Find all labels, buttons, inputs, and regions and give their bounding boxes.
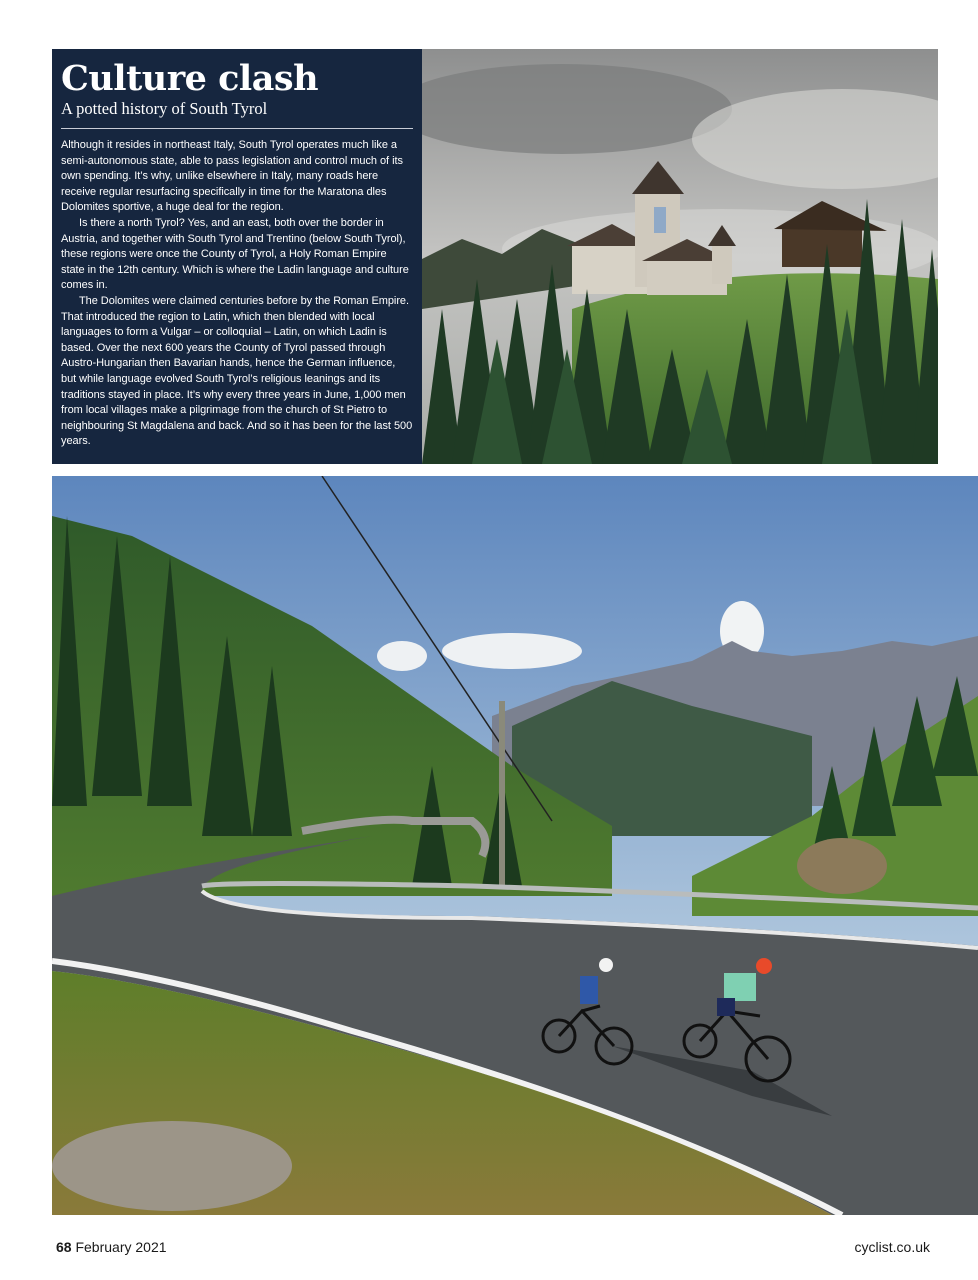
castle-photo: [422, 49, 938, 464]
page-number: 68: [56, 1239, 72, 1255]
page-folio: [56, 1239, 167, 1255]
sidebar-title: Culture clash: [61, 58, 319, 99]
history-sidebar: [52, 49, 422, 464]
sidebar-paragraph: The Dolomites were claimed centuries before by the Roman Empire. That introduced the region to Latin, which then blended with local languages to form a Vulgar – or colloquial – Latin, on which Ladin is based. Over the next 600 years the County of Tyrol passed through Austro-Hungarian then Bavarian hands, hence the German influence, but while language evolved South Tyrol’s religious leanings and its traditions stayed in place. It’s why every three years in June, 1,000 men from local villages make a pilgrimage from the church of St Pietro to neighbouring St Magdalena and back. And so it has been for the last 500 years.: [61, 294, 413, 448]
sidebar-subtitle: A potted history of South Tyrol: [61, 99, 268, 118]
sidebar-divider: [61, 128, 413, 129]
website-url: cyclist.co.uk: [854, 1239, 930, 1255]
sidebar-paragraph: Is there a north Tyrol? Yes, and an east, both over the border in Austria, and together with South Tyrol and Trentino (below South Tyrol), these regions were once the County of Tyrol, a Holy Roman Empire state in the 12th century. Which is where the Ladin language and culture comes in.: [61, 216, 409, 292]
issue-date: February 2021: [75, 1239, 167, 1255]
sidebar-paragraph: Although it resides in northeast Italy, South Tyrol operates much like a semi-autonomous state, able to pass legislation and control much of its own spending. It’s why, unlike elsewhere in Italy, many roads here receive regular resurfacing specifically in time for the Maratona dles Dolomites sportive, a huge deal for the region.: [61, 139, 403, 214]
cyclists-road-photo: [52, 476, 978, 1215]
